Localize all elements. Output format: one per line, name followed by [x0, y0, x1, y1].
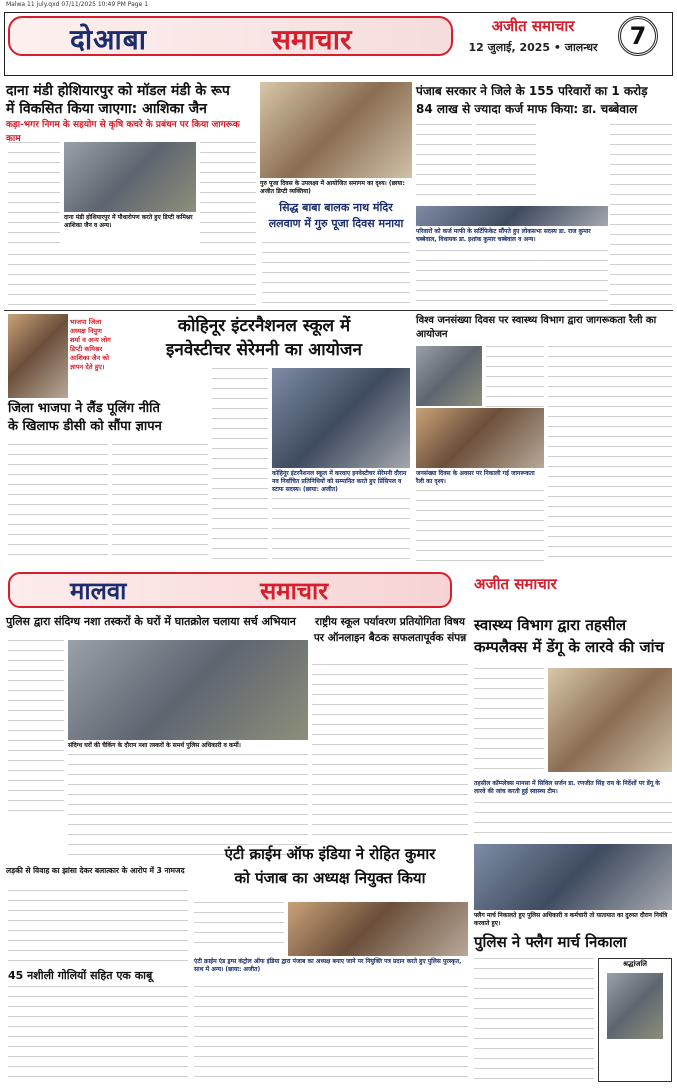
story7-photo — [68, 640, 308, 740]
story3-photo-strip — [416, 206, 608, 226]
tribute-box — [598, 958, 672, 1082]
story3-headline-2: 84 लाख से ज्यादा कर्ज माफ किया: डा. चब्बेवाल — [416, 102, 638, 116]
paper-info — [458, 16, 608, 56]
story12-photo — [474, 844, 672, 910]
story6-photo-a — [416, 346, 482, 406]
divider-1 — [4, 310, 673, 311]
banner-word-malwa: मालवा — [70, 577, 127, 605]
story11-body-col1 — [194, 902, 284, 952]
story7-caption: संदिग्ध घरों की चैकिंग के दौरान नशा तस्करों के समर्थ पुलिस अधिकारी व कर्मी। — [68, 742, 241, 749]
story7-headline: पुलिस द्वारा संदिग्ध नशा तस्करों के घरों में घातक्रोल चलाया सर्च अभियान — [6, 615, 296, 628]
story4-headline-2: के खिलाफ डीसी को सौंपा ज्ञापन — [8, 419, 162, 434]
story9-body-col1 — [474, 668, 544, 778]
story11-headline-1: एंटी क्राईम ऑफ इंडिया ने रोहित कुमार — [224, 845, 436, 863]
story10-body — [8, 890, 188, 966]
story7-heading — [6, 614, 308, 638]
story2-body — [262, 242, 410, 306]
story6-headline: विश्व जनसंख्या दिवस पर स्वास्थ्य विभाग द्वारा जागरूकता रैली का आयोजन — [416, 315, 657, 340]
paper-name: अजीत समाचार — [491, 17, 575, 35]
story3-body-col1 — [416, 124, 472, 204]
story1-heading — [6, 82, 256, 144]
story2-headline-1: सिद्ध बाबा बालक नाथ मंदिर — [279, 201, 393, 214]
story5-body-col1 — [212, 368, 268, 562]
story12-body — [474, 958, 594, 1082]
story3-caption: परिवारों को कर्ज माफी के सर्टिफिकेट सौंपते हुए लोकसभा सदस्य डा. राज कुमार चब्बेवाल, विधायक डा. इशांक कुमार चब्बेवाल व अन्य। — [416, 228, 591, 243]
date-text: 12 जुलाई, 2025 — [468, 41, 551, 54]
story9-heading — [474, 614, 672, 664]
story4-photo — [8, 314, 68, 398]
story3-heading — [416, 82, 672, 122]
story5-headline-2: इनवेस्टीचर सेरेमनी का आयोजन — [166, 340, 362, 360]
story3-headline-1: पंजाब सरकार ने जिले के 155 परिवारों का 1 करोड़ — [416, 84, 648, 98]
malwa-banner-box — [8, 572, 452, 608]
story1-subhead: कड़ा-भगर निगम के सहयोग से कृषि कचरे के प्रबंधन पर किया जागरूक काम — [6, 120, 240, 144]
story11-body-bottom — [194, 986, 468, 1082]
story10-heading — [6, 866, 190, 888]
story8-heading — [312, 614, 468, 662]
city-text: जालन्धर — [564, 41, 598, 54]
story3-body-bottom — [416, 250, 608, 306]
story9-body-bottom — [474, 802, 672, 840]
story1-headline-1: दाना मंडी होशियारपुर को मॉडल मंडी के रूप — [6, 83, 230, 99]
story2-caption: गुरु पूजा दिवस के उपलक्ष्य में आयोजित समागम का दृश्य। (छाया: अजीत डिप्टी व्यक्तिया) — [260, 180, 405, 195]
story6-caption: जनसंख्या दिवस के अवसर पर निकाली गई जागरूकता रैली का दृश्य। — [416, 470, 535, 485]
story5-headline-1: कोहिनूर इंटरनैशनल स्कूल में — [177, 316, 351, 336]
story4-body-col2 — [112, 444, 208, 562]
story2-headline-2: ललवाण में गुरु पूजा दिवस मनाया — [268, 217, 404, 230]
story2-heading — [260, 200, 412, 240]
paper-name-2: अजीत समाचार — [474, 575, 557, 593]
story5-photo — [272, 368, 410, 468]
story1-headline-2: में विकसित किया जाएगा: आशिका जैन — [6, 101, 207, 117]
banner-word-samachar-2: समाचार — [260, 577, 329, 605]
page-number: 7 — [618, 16, 658, 56]
story1-caption: दाना मंडी होशियारपुर में पौधारोपण करते हुए डिप्टी कमिश्नर आशिका जैन व अन्य। — [64, 214, 193, 229]
story4-body-col1 — [8, 444, 108, 562]
story10-headline: लड़की से विवाह का झांसा देकर बलात्कार के आरोप में 3 नामजद — [6, 866, 185, 875]
tribute-title: श्रद्धांजलि — [622, 960, 648, 968]
story11-photo — [288, 902, 468, 956]
story1-body-bottom — [8, 254, 256, 306]
story3-body-col2 — [476, 124, 536, 204]
story1-body-col2 — [200, 142, 256, 252]
story9-headline-1: स्वास्थ्य विभाग द्वारा तहसील — [474, 616, 627, 634]
issue-date: 12 जुलाई, 2025 • जालन्धर — [468, 41, 598, 54]
story9-photo — [548, 668, 672, 772]
story10-subheadline: 45 नशीली गोलियों सहित एक काबू — [8, 969, 153, 982]
story9-caption: तहसील कॉम्प्लेक्स मानसा में सिविल सर्जन डा. रणजीत सिंह राय के निर्देशों पर डेंगू के लारवे की जांच करती हुई स्वास्थ्य टीम। — [474, 780, 660, 795]
story1-body-col1 — [8, 142, 60, 252]
story10-body-2 — [8, 986, 188, 1082]
story12-headline: पुलिस ने फ्लैग मार्च निकाला — [474, 933, 627, 951]
story8-headline-2: पर ऑनलाइन बैठक सफलतापूर्वक संपन्न — [313, 632, 467, 644]
story10-sub — [8, 968, 188, 984]
banner-word-doaba: दोआबा — [70, 23, 147, 56]
story8-body — [312, 664, 468, 840]
story9-headline-2: कम्पलैक्स में डेंगू के लारवे की जांच — [474, 638, 664, 656]
malwa-banner — [4, 568, 673, 610]
story11-heading — [192, 842, 468, 898]
story5-heading — [118, 314, 410, 364]
story12-heading — [474, 930, 672, 956]
story3-body-col4 — [610, 124, 672, 306]
story6-body-bottom — [416, 490, 544, 562]
story11-caption: एंटी क्राईम एंड ड्रग्स कंट्रोल ऑफ इंडिया द्वारा पंजाब का अध्यक्ष बनाए जाने पर नियुक्ति पत्र प्रदान करते हुए पुलिस पुरस्कृत, साथ में अन्य। (छाया: अजीत) — [194, 958, 462, 973]
story5-body-col2 — [272, 498, 410, 562]
story1-photo — [64, 142, 196, 212]
story2-photo — [260, 82, 412, 178]
print-slug: Malwa 11 july.qxd 07/11/2025 10:49 PM Page 1 — [6, 1, 149, 8]
story6-photo-b — [416, 408, 544, 468]
tribute-photo — [607, 973, 663, 1039]
story12-caption: फ्लैग मार्च निकालते हुए पुलिस अधिकारी व कर्मचारी तो यातायात का दुरुस्त दौरान नियंत्रि करवाते हुए। — [474, 912, 668, 927]
section-banner-doaba — [8, 16, 453, 56]
story4-heading — [8, 400, 208, 440]
story8-headline-1: राष्ट्रीय स्कूल पर्यावरण प्रतियोगिता विषय — [315, 616, 465, 628]
story4-headline-1: जिला भाजपा ने लैंड पूलिंग नीति — [8, 401, 160, 416]
story6-heading — [416, 314, 672, 344]
story6-body-col2 — [548, 346, 672, 562]
banner-word-samachar: समाचार — [272, 23, 352, 56]
story5-caption: कोहिनूर इंटरनैशनल स्कूल में करवाए इनवेस्टीचर सेरेमनी दौरान नव निर्वाचित प्रतिनिधियों को सम्मानित करते हुए प्रिंसिपल व स्टाफ सदस्य। (छाया: अजीत) — [272, 470, 407, 493]
story4-quote: भाजपा जिला अध्यक्ष निपुण शर्मा व अन्य लोग डिप्टी कमिश्नर आशिका जैन को ज्ञापन देते हुए। — [70, 318, 111, 371]
story11-headline-2: को पंजाब का अध्यक्ष नियुक्त किया — [234, 869, 426, 887]
story7-body-col1 — [8, 640, 64, 820]
